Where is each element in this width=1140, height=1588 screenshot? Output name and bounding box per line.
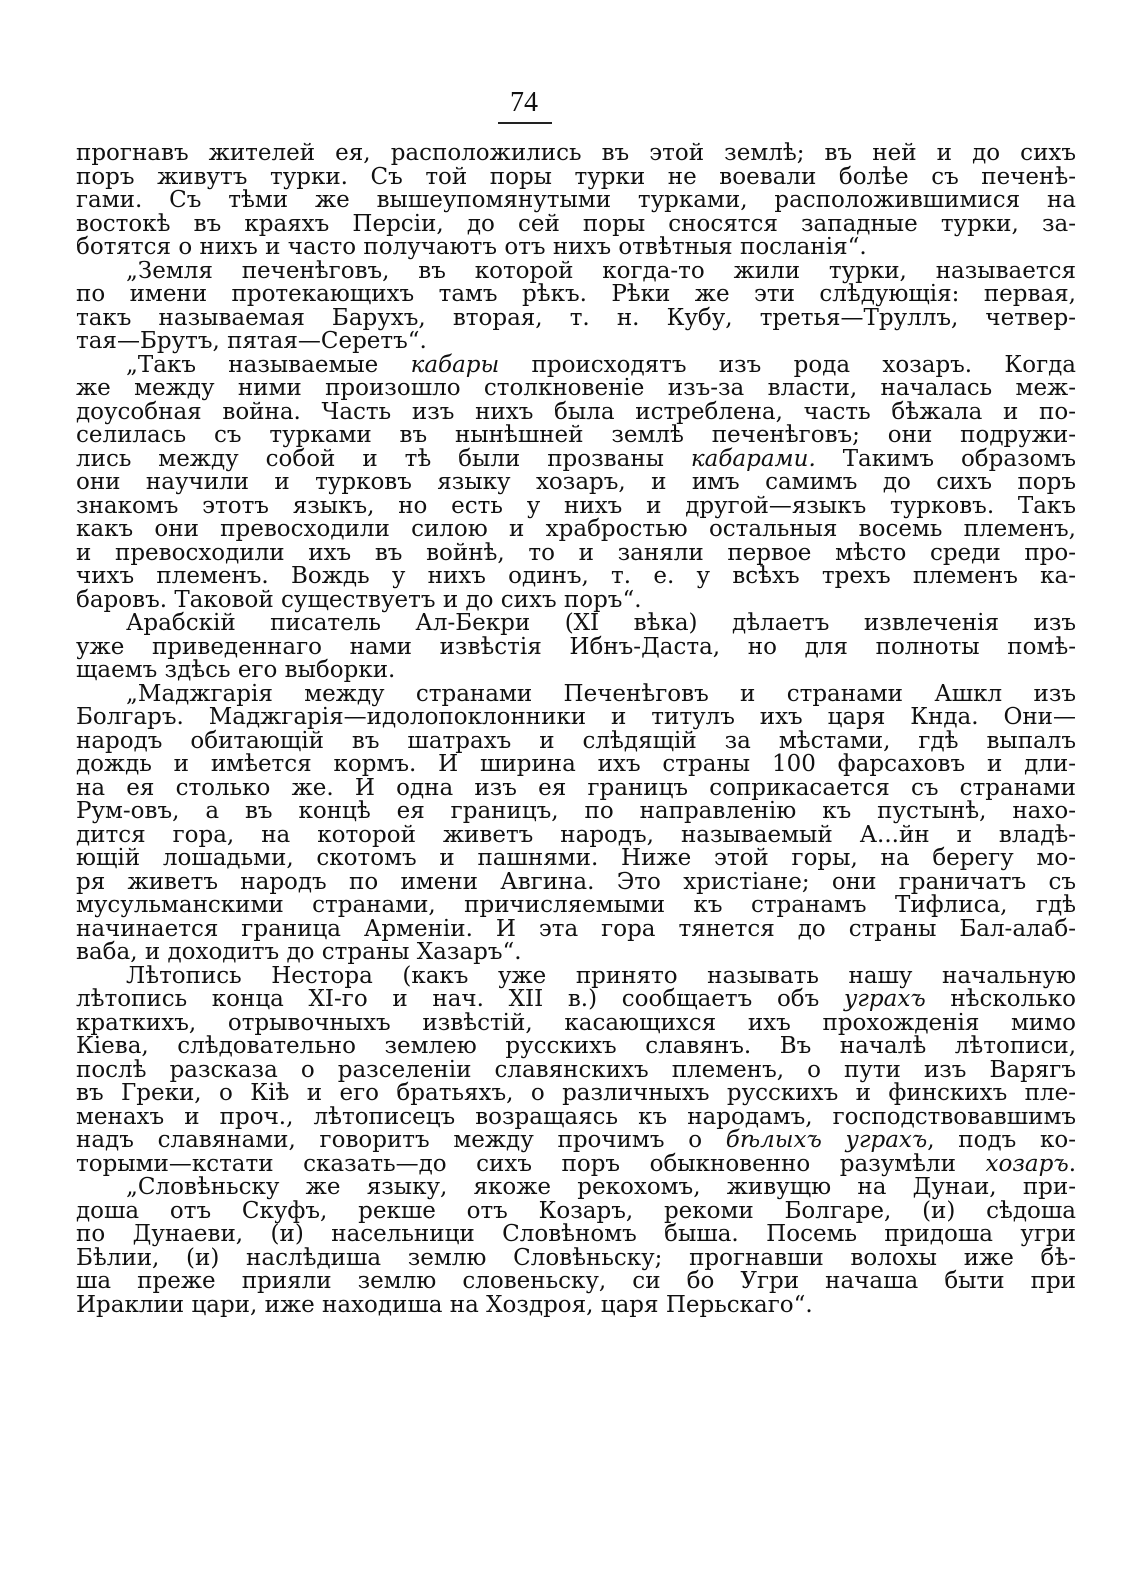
text-line (76, 1129, 1076, 1153)
text-line: по Дунаеви, (и) насельници Словѣномъ быша. Посемь придоша угри (76, 1221, 1076, 1247)
text-line: ющій лошадьми, скотомъ и пашнями. Ниже этой горы, на берегу мо- (76, 845, 1076, 871)
text-line: баровъ. Таковой существуетъ и до сихъ поръ“. (76, 586, 642, 613)
text-line: Кіева, слѣдовательно землею русскихъ славянъ. Въ началѣ лѣтописи, (76, 1033, 1076, 1059)
text-line: какъ они превосходили силою и храбростью остальныя восемь племенъ, (76, 516, 1076, 542)
text-line: дится гора, на которой живетъ народъ, называемый А...йн и владѣ- (76, 821, 1076, 848)
text-line: же между ними произошло столкновеніе изъ-за власти, началась меж- (76, 375, 1076, 401)
text-line: ботятся о нихъ и часто получаютъ отъ нихъ отвѣтныя посланія“. (76, 234, 867, 260)
text-line: уже приведеннаго нами извѣстія Ибнъ-Даста, но для полноты помѣ- (76, 633, 1076, 660)
text-line: тая—Брутъ, пятая—Серетъ“. (76, 328, 427, 354)
text-line: поръ живутъ турки. Съ той поры турки не воевали болѣе съ печенѣ- (76, 163, 1076, 190)
text-segment: . (1068, 1150, 1076, 1177)
page-number: 74 (510, 87, 538, 118)
body-text (76, 142, 1076, 1317)
text-line: Ираклии цари, иже находиша на Хоздроя, царя Перьскаго“. (76, 1291, 813, 1318)
italic-term: кабарами. (690, 445, 816, 472)
text-line: Лѣтопись Нестора (какъ уже принято называть нашу начальную (126, 962, 1076, 989)
text-segment: лись между собой и тѣ были прозваны (76, 445, 691, 472)
text-segment: происходятъ изъ рода хозаръ. Когда (499, 351, 1077, 378)
text-segment: , подъ ко- (927, 1127, 1076, 1153)
text-line: прогнавъ жителей ея, расположились въ этой землѣ; въ ней и до сихъ (76, 140, 1076, 166)
text-line: дождь и имѣется кормъ. И ширина ихъ страны 100 фарсаховъ и дли- (76, 751, 1076, 777)
text-line: мусульманскими странами, причисляемыми къ странамъ Тифлиса, гдѣ (76, 892, 1076, 918)
text-line (76, 988, 1076, 1012)
italic-term: бѣлыхъ уграхъ (725, 1127, 928, 1153)
text-line: Болгаръ. Маджгарія—идолопоклонники и титулъ ихъ царя Кнда. Они— (76, 704, 1076, 730)
text-segment: „Такъ называемые (126, 351, 411, 378)
text-line: „Маджгарія между странами Печенѣговъ и странами Ашкл изъ (126, 680, 1076, 707)
text-line (76, 1150, 1076, 1177)
italic-term: кабары (410, 351, 500, 378)
italic-term: хозаръ (985, 1150, 1069, 1177)
text-segment: торыми—кстати сказать—до сихъ поръ обыкновенно разумѣли (76, 1150, 986, 1177)
text-line: они научили и турковъ языку хозаръ, и имъ самимъ до сихъ поръ (76, 469, 1076, 495)
text-segment: лѣтопись конца XI-го и нач. XII в.) сообщаетъ объ (76, 986, 844, 1012)
text-line: ря живетъ народъ по имени Авгина. Это христіане; они граничатъ съ (76, 868, 1076, 895)
italic-term: уграхъ (843, 986, 926, 1012)
text-line: и превосходили ихъ въ войнѣ, то и заняли первое мѣсто среди про- (76, 539, 1076, 566)
text-line (76, 445, 1076, 472)
text-line: Арабскій писатель Ал-Бекри (XI вѣка) дѣлаетъ извлеченія изъ (126, 610, 1076, 636)
text-line: востокѣ въ краяхъ Персіи, до сей поры сносятся западные турки, за- (76, 210, 1076, 237)
text-line: доусобная война. Часть изъ нихъ была истреблена, часть бѣжала и по- (76, 398, 1076, 425)
text-segment: надъ славянами, говоритъ между прочимъ о (76, 1127, 726, 1153)
text-line (76, 351, 1077, 378)
text-line: щаемъ здѣсь его выборки. (76, 657, 396, 683)
text-line: краткихъ, отрывочныхъ извѣстій, касающихся ихъ прохожденія мимо (76, 1009, 1076, 1036)
text-line: начинается граница Арменіи. И эта гора тянется до страны Бал-алаб- (76, 915, 1076, 942)
text-line: по имени протекающихъ тамъ рѣкъ. Рѣки же эти слѣдующія: первая, (76, 281, 1076, 307)
text-segment: Такимъ образомъ (815, 445, 1076, 472)
text-line: „Земля печенѣговъ, въ которой когда-то жили турки, называется (126, 257, 1076, 284)
text-line: народъ обитающій въ шатрахъ и слѣдящій за мѣстами, гдѣ выпалъ (76, 727, 1076, 754)
text-line: послѣ разсказа о разселеніи славянскихъ племенъ, о пути изъ Варягъ (76, 1056, 1076, 1083)
text-line: Рум-овъ, а въ концѣ ея границъ, по направленію къ пустынѣ, нахо- (76, 798, 1076, 824)
text-line: чихъ племенъ. Вождь у нихъ одинъ, т. е. у всѣхъ трехъ племенъ ка- (76, 563, 1076, 589)
text-segment: нѣсколько (925, 986, 1076, 1012)
text-line: ша преже прияли землю словеньску, си бо Угри начаша быти при (76, 1268, 1076, 1294)
text-line: такъ называемая Барухъ, вторая, т. н. Кубу, третья—Труллъ, четвер- (76, 304, 1076, 331)
text-line: гами. Съ тѣми же вышеупомянутыми турками, расположившимися на (76, 187, 1076, 213)
text-line: ваба, и доходитъ до страны Хазаръ“. (76, 939, 522, 965)
text-line: менахъ и проч., лѣтописецъ возращаясь къ народамъ, господствовавшимъ (76, 1103, 1076, 1130)
text-line: Бѣлии, (и) наслѣдиша землю Словѣньску; прогнавши волохы иже бѣ- (76, 1244, 1076, 1271)
page-number-rule (498, 122, 552, 124)
text-line: селилась съ турками въ нынѣшней землѣ печенѣговъ; они подружи- (76, 422, 1076, 448)
text-line: въ Греки, о Кіѣ и его братьяхъ, о различныхъ русскихъ и финскихъ пле- (76, 1080, 1076, 1106)
text-line: доша отъ Скуфъ, рекше отъ Козаръ, рекоми Болгаре, (и) сѣдоша (76, 1197, 1076, 1224)
text-line: „Словѣньску же языку, якоже рекохомъ, живущю на Дунаи, при- (126, 1174, 1076, 1200)
text-line: знакомъ этотъ языкъ, но есть у нихъ и другой—языкъ турковъ. Такъ (76, 492, 1076, 519)
text-line: на ея столько же. И одна изъ ея границъ соприкасается съ странами (76, 774, 1076, 801)
